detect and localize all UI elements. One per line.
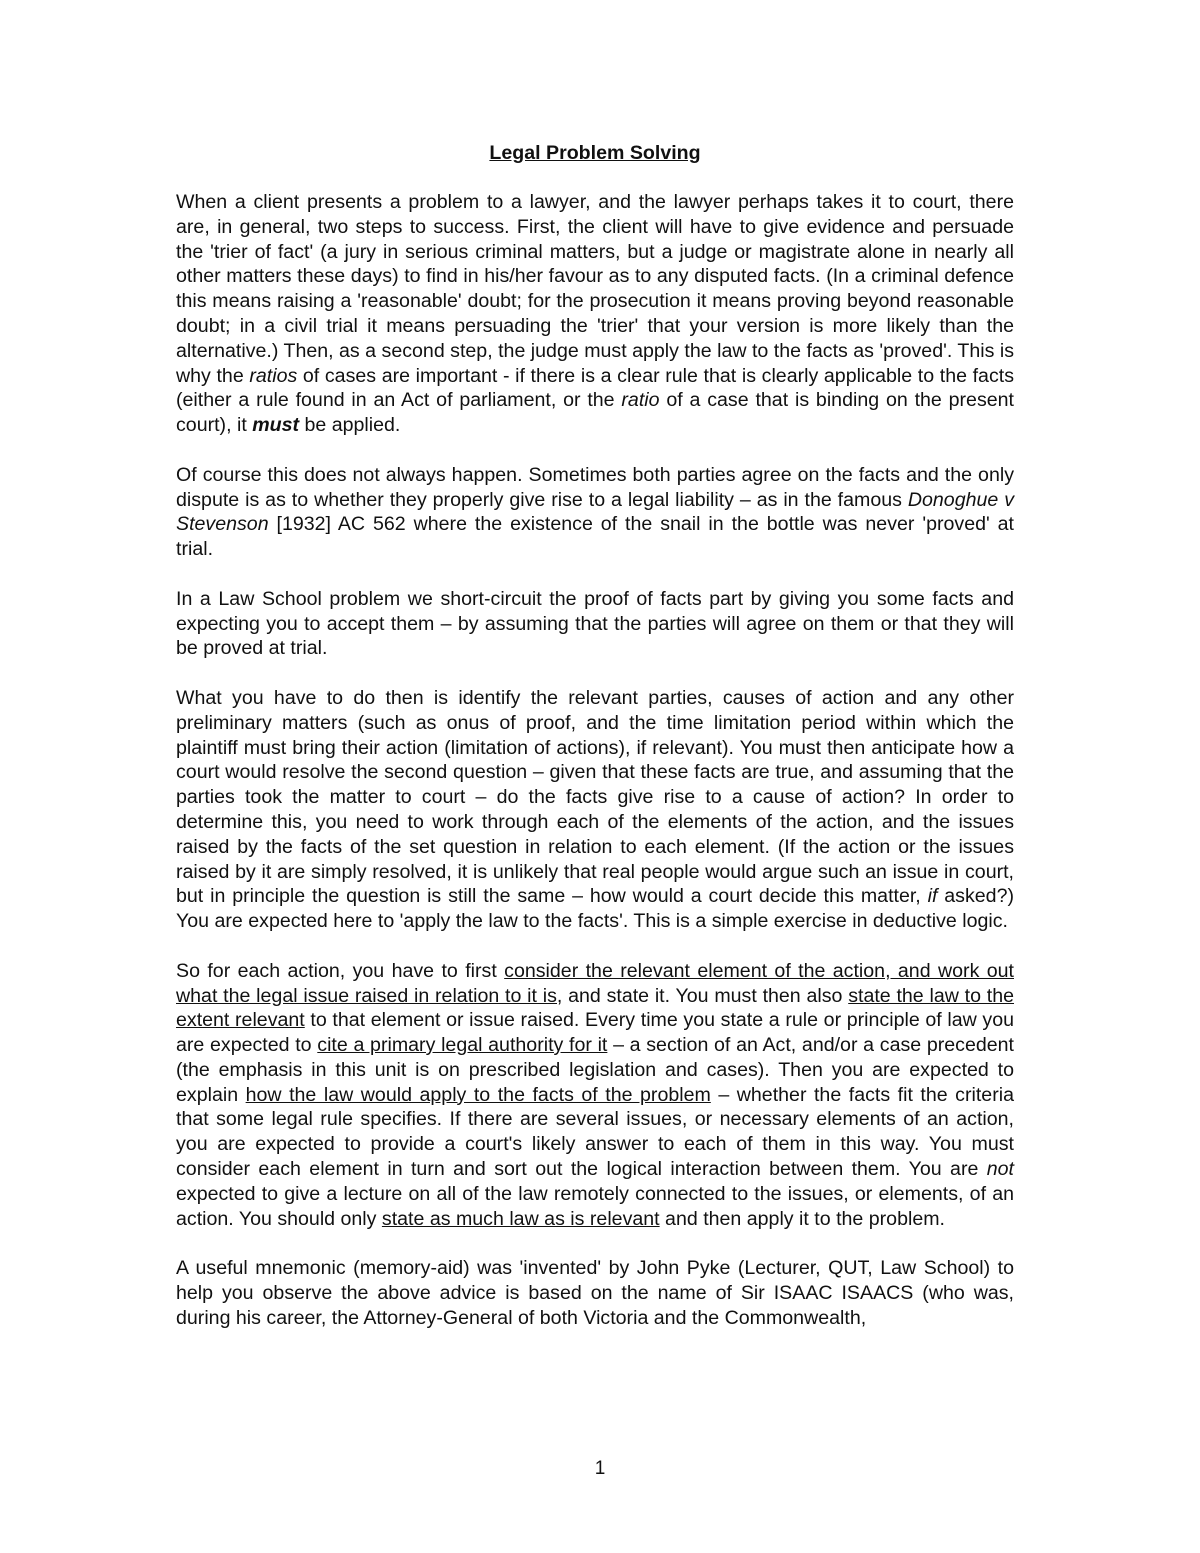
text-run: not — [986, 1158, 1014, 1181]
text-run: state as much law as is relevant — [381, 1207, 660, 1230]
text-run: Donoghue v Stevenson — [176, 488, 1015, 536]
paragraph-p3 — [176, 587, 1014, 661]
text-run: What you have to do then is identify the relevant parties, causes of action and any other preliminary matters (such as onus of proof, and the time limitation period within which the plaintiff must bring their action (limitation of actions), if relevant). You must then anticipate how a court would resolve the second question – given that these facts are true, and assuming that the parties took the matter to court – do the facts give rise to a cause of action? In order to determine this, you need to work through each of the elements of the action, and the issues raised by the facts of the set question in relation to each element. (If the action or the issues raised by it are simply resolved, it is unlikely that real people would argue such an issue in court, but in principle the question is still the same – how would a court decide this matter, — [176, 686, 1014, 908]
text-run: be applied. — [299, 414, 401, 437]
text-run: ratios — [249, 364, 298, 387]
text-run: consider the relevant element of the action, and work out what the legal issue raised in relation to it is, — [176, 959, 1014, 1007]
text-run: must — [252, 414, 300, 437]
paragraph-p2 — [176, 463, 1014, 562]
text-run: cite a primary legal authority for it — [317, 1034, 608, 1057]
text-run: of cases are important - if there is a clear rule that is clearly applicable to the facts (either a rule found in an Act of parliament, or the — [176, 364, 1014, 412]
paragraph-p1 — [176, 190, 1014, 438]
text-run: and then apply it to the problem. — [659, 1207, 945, 1230]
text-run: state the law to the extent relevant — [176, 984, 1014, 1032]
text-run: – whether the facts fit the criteria that some legal rule specifies. If there are several issues, or necessary elements of an action, you are expected to provide a court's likely answer to each of them in this way. You must consider each element in turn and sort out the logical interaction between them. You are — [176, 1083, 1014, 1181]
text-run: if — [927, 885, 938, 908]
document-body — [176, 190, 1014, 1331]
text-run: to that element or issue raised. Every time you state a rule or principle of law you are expected to — [176, 1009, 1015, 1057]
page-number: 1 — [594, 1458, 606, 1479]
text-run: how the law would apply to the facts of the problem — [245, 1083, 711, 1106]
text-run: In a Law School problem we short-circuit the proof of facts part by giving you some facts and expecting you to accept them – by assuming that the parties will agree on them or that they will be proved at trial. — [176, 587, 1014, 660]
text-run: So for each action, you have to first — [176, 959, 505, 982]
text-run: A useful mnemonic (memory-aid) was 'invented' by John Pyke (Lecturer, QUT, Law School) to help you observe the above advice is based on the name of Sir ISAAC ISAACS (who was, during his career, the Attorney-General of both Victoria and the Commonwealth, — [176, 1257, 1014, 1329]
text-run: ratio — [621, 389, 660, 412]
document-title: Legal Problem Solving — [489, 142, 701, 164]
text-run: asked?) You are expected here to 'apply the law to the facts'. This is a simple exercise in deductive logic. — [176, 885, 1014, 933]
text-run: expected to give a lecture on all of the law remotely connected to the issues, or elements, of an action. You should only — [176, 1182, 1014, 1230]
text-run: Of course this does not always happen. Sometimes both parties agree on the facts and the only dispute is as to whether they properly give rise to a legal liability – as in the famous — [176, 463, 1014, 511]
paragraph-p5 — [176, 959, 1014, 1232]
document-page — [176, 140, 1014, 1331]
text-run: of a case that is binding on the present court), it — [176, 389, 1014, 437]
paragraph-p6 — [176, 1256, 1014, 1330]
text-run: – a section of an Act, and/or a case precedent (the emphasis in this unit is on prescribed legislation and cases). Then you are expected to explain — [176, 1034, 1015, 1106]
text-run: [1932] AC 562 where the existence of the snail in the bottle was never 'proved' at trial. — [176, 513, 1014, 561]
text-run: When a client presents a problem to a lawyer, and the lawyer perhaps takes it to court, there are, in general, two steps to success. First, the client will have to give evidence and persuade the 'trier of fact' (a jury in serious criminal matters, but a judge or magistrate alone in nearly all other matters these days) to find in his/her favour as to any disputed facts. (In a criminal defence this means raising a 'reasonable' doubt; for the prosecution it means proving beyond reasonable doubt; in a civil trial it means persuading the 'trier' that your version is more likely than the alternative.) Then, as a second step, the judge must apply the law to the facts as 'proved'. This is why the — [176, 191, 1014, 387]
text-run: and state it. You must then also — [562, 984, 849, 1007]
paragraph-p4 — [176, 686, 1014, 934]
